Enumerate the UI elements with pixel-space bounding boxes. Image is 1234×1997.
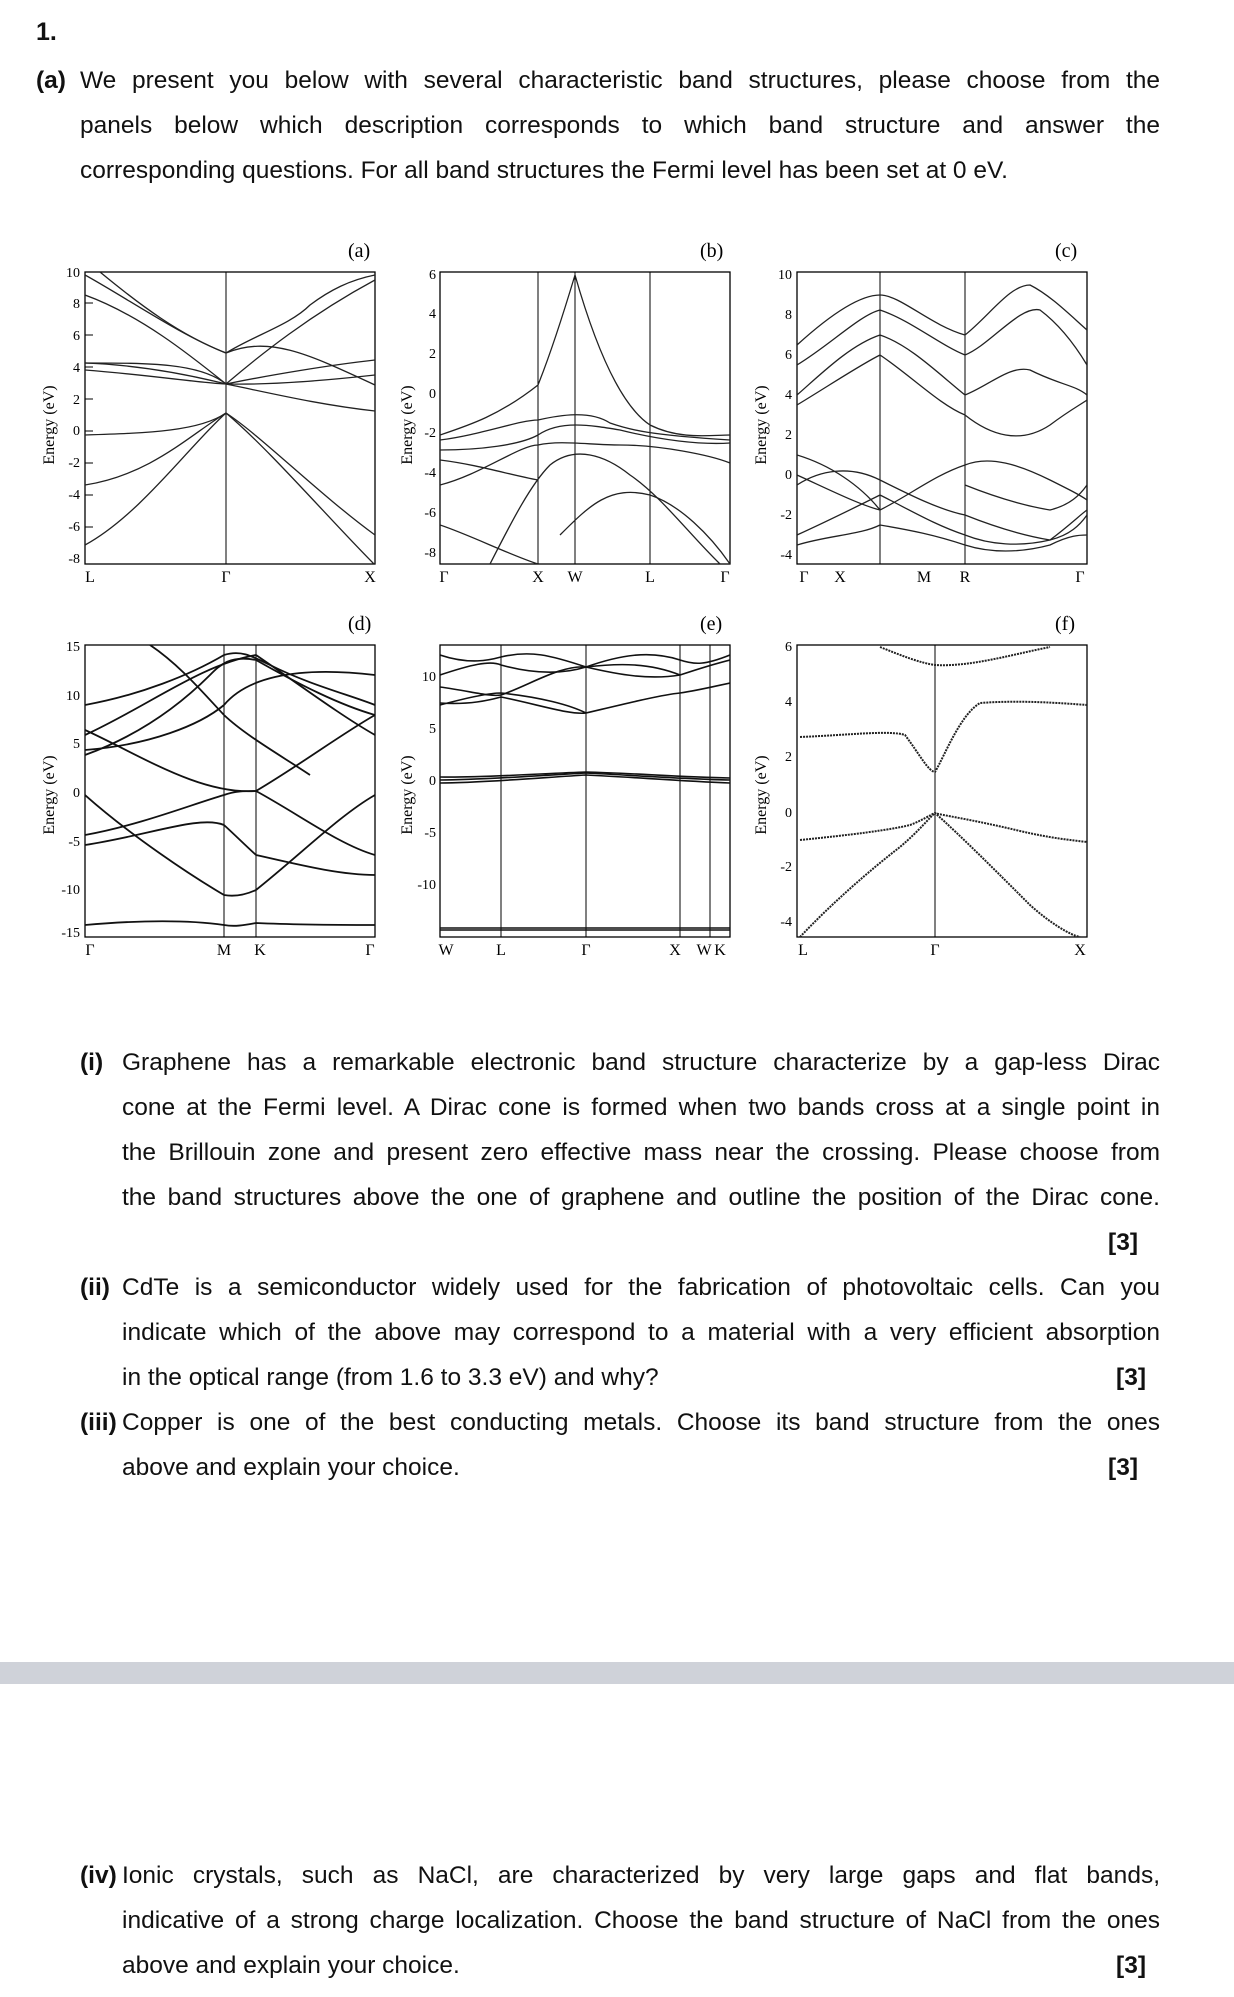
panel-a-yticks xyxy=(66,266,80,567)
svg-text:W: W xyxy=(696,942,712,959)
svg-text:10: 10 xyxy=(778,268,792,283)
question-i-line-1: Graphene has a remarkable electronic band structure characterize by a gap-less Dirac xyxy=(122,1049,1160,1076)
svg-text:-15: -15 xyxy=(61,926,80,941)
svg-text:-2: -2 xyxy=(780,508,792,523)
panel-e-yticks xyxy=(417,670,436,893)
svg-text:-4: -4 xyxy=(780,915,792,930)
svg-text:0: 0 xyxy=(73,424,80,439)
svg-text:Γ: Γ xyxy=(799,569,809,586)
svg-text:-8: -8 xyxy=(424,546,436,561)
svg-text:Γ: Γ xyxy=(439,569,449,586)
svg-text:K: K xyxy=(714,942,726,959)
panel-d-kpoints xyxy=(85,942,374,959)
svg-text:-4: -4 xyxy=(68,488,80,503)
svg-text:6: 6 xyxy=(785,348,792,363)
question-ii-line-1: CdTe is a semiconductor widely used for the fabrication of photovoltaic cells. Can you xyxy=(122,1274,1160,1301)
svg-text:6: 6 xyxy=(73,329,80,344)
question-ii xyxy=(80,1265,1160,1400)
question-ii-label: (ii) xyxy=(80,1274,110,1301)
svg-text:0: 0 xyxy=(429,387,436,402)
panel-b-yticks xyxy=(424,268,436,561)
question-iv-label: (iv) xyxy=(80,1862,117,1889)
question-i-marks: [3] xyxy=(1108,1229,1138,1256)
question-iv-line-1: Ionic crystals, such as NaCl, are characterized by very large gaps and flat bands, xyxy=(122,1862,1160,1889)
question-number: 1. xyxy=(36,18,57,46)
svg-text:-10: -10 xyxy=(417,878,436,893)
svg-text:4: 4 xyxy=(785,388,792,403)
svg-text:2: 2 xyxy=(785,428,792,443)
question-iii-label: (iii) xyxy=(80,1409,117,1436)
svg-text:-2: -2 xyxy=(68,456,80,471)
svg-text:M: M xyxy=(216,942,232,959)
svg-text:6: 6 xyxy=(785,640,792,655)
panel-f-kpoints xyxy=(798,942,1086,959)
panel-c xyxy=(753,240,1087,586)
svg-text:6: 6 xyxy=(429,268,436,283)
panel-e-title: (e) xyxy=(700,613,723,635)
svg-text:-8: -8 xyxy=(68,552,80,567)
svg-text:Γ: Γ xyxy=(365,942,375,959)
panel-c-frame xyxy=(797,272,1087,564)
svg-text:L: L xyxy=(85,569,95,586)
panel-c-yticks xyxy=(778,268,792,563)
svg-text:M: M xyxy=(916,569,932,586)
band-structure-figure xyxy=(30,235,1100,995)
question-iv-marks: [3] xyxy=(1116,1952,1146,1979)
panel-a-title: (a) xyxy=(348,240,371,262)
svg-text:X: X xyxy=(834,569,846,586)
svg-text:L: L xyxy=(645,569,655,586)
panel-f-title: (f) xyxy=(1055,613,1075,635)
part-a-line-3: corresponding questions. For all band structures the Fermi level has been set at 0 eV. xyxy=(80,157,1008,184)
panel-f-yticks xyxy=(780,640,792,930)
svg-text:0: 0 xyxy=(785,468,792,483)
y-axis-label-f: Energy (eV) xyxy=(753,755,770,835)
svg-text:0: 0 xyxy=(785,806,792,821)
svg-text:-2: -2 xyxy=(780,860,792,875)
panel-f xyxy=(753,613,1087,959)
question-ii-marks: [3] xyxy=(1116,1364,1146,1391)
question-iii-marks: [3] xyxy=(1108,1454,1138,1481)
question-ii-line-3: in the optical range (from 1.6 to 3.3 eV) and why? [3] xyxy=(122,1355,1160,1400)
svg-text:4: 4 xyxy=(785,695,792,710)
svg-text:L: L xyxy=(496,942,506,959)
svg-text:W: W xyxy=(567,569,583,586)
svg-text:Γ: Γ xyxy=(720,569,730,586)
svg-text:-6: -6 xyxy=(68,520,80,535)
question-iv-line-3: above and explain your choice. [3] xyxy=(122,1943,1160,1988)
panel-f-frame xyxy=(797,645,1087,937)
question-i-label: (i) xyxy=(80,1049,104,1076)
svg-text:K: K xyxy=(254,942,266,959)
svg-text:X: X xyxy=(669,942,681,959)
svg-text:X: X xyxy=(532,569,544,586)
svg-text:0: 0 xyxy=(429,774,436,789)
panel-d-yticks xyxy=(61,640,80,941)
svg-text:5: 5 xyxy=(429,722,436,737)
panel-f-bands xyxy=(800,647,1087,937)
question-i xyxy=(80,1040,1160,1265)
panel-c-kpoints xyxy=(799,569,1084,586)
svg-text:-4: -4 xyxy=(780,548,792,563)
panel-b xyxy=(399,240,730,586)
svg-text:-10: -10 xyxy=(61,883,80,898)
panel-a xyxy=(41,240,376,586)
svg-text:0: 0 xyxy=(73,786,80,801)
part-a-intro xyxy=(36,58,1160,193)
svg-text:10: 10 xyxy=(66,266,80,281)
panel-b-bands xyxy=(440,275,730,564)
panel-e-kpoints xyxy=(438,942,726,959)
svg-text:2: 2 xyxy=(785,750,792,765)
question-iii xyxy=(80,1400,1160,1490)
svg-text:15: 15 xyxy=(66,640,80,655)
panel-d-frame xyxy=(85,645,375,937)
panel-b-kpoints xyxy=(439,569,729,586)
question-i-line-3: the Brillouin zone and present zero effective mass near the crossing. Please choose from xyxy=(122,1139,1160,1166)
svg-text:8: 8 xyxy=(73,297,80,312)
svg-text:4: 4 xyxy=(73,361,80,376)
svg-text:Γ: Γ xyxy=(221,569,231,586)
svg-text:W: W xyxy=(438,942,454,959)
y-axis-label-d: Energy (eV) xyxy=(41,755,58,835)
svg-text:-4: -4 xyxy=(424,466,436,481)
svg-text:-6: -6 xyxy=(424,506,436,521)
part-a-line-2: panels below which description corresponds to which band structure and answer the xyxy=(80,112,1160,139)
svg-text:-5: -5 xyxy=(68,835,80,850)
question-i-line-2: cone at the Fermi level. A Dirac cone is formed when two bands cross at a single point in xyxy=(122,1094,1160,1121)
part-a-label: (a) xyxy=(36,67,66,94)
svg-text:R: R xyxy=(959,569,971,586)
svg-text:2: 2 xyxy=(73,393,80,408)
question-iv xyxy=(80,1853,1160,1988)
panel-d-bands xyxy=(85,645,375,926)
y-axis-label-a: Energy (eV) xyxy=(41,385,58,465)
panel-e xyxy=(399,613,730,959)
svg-text:4: 4 xyxy=(429,307,436,322)
panel-b-title: (b) xyxy=(700,240,724,262)
panel-c-bands xyxy=(797,285,1087,551)
panel-e-bands xyxy=(440,654,730,930)
page-divider xyxy=(0,1662,1234,1684)
question-i-line-4: the band structures above the one of graphene and outline the position of the Dirac cone. xyxy=(122,1184,1160,1211)
svg-text:5: 5 xyxy=(73,737,80,752)
panel-c-title: (c) xyxy=(1055,240,1078,262)
panel-d xyxy=(41,613,375,959)
y-axis-label-b: Energy (eV) xyxy=(399,385,416,465)
svg-text:Γ: Γ xyxy=(930,942,940,959)
panel-a-kpoints xyxy=(85,569,376,586)
svg-text:-2: -2 xyxy=(424,426,436,441)
panel-a-bands xyxy=(85,272,375,565)
part-a-line-1: (a) We present you below with several characteristic band structures, please choose from the xyxy=(36,58,1160,103)
question-ii-line-2: indicate which of the above may correspond to a material with a very efficient absorption xyxy=(122,1319,1160,1346)
svg-text:8: 8 xyxy=(785,308,792,323)
svg-text:2: 2 xyxy=(429,347,436,362)
svg-text:X: X xyxy=(364,569,376,586)
svg-text:10: 10 xyxy=(66,689,80,704)
svg-text:Γ: Γ xyxy=(581,942,591,959)
svg-text:-5: -5 xyxy=(424,826,436,841)
panel-e-frame xyxy=(440,645,730,937)
svg-text:Γ: Γ xyxy=(1075,569,1085,586)
y-axis-label-e: Energy (eV) xyxy=(399,755,416,835)
svg-text:10: 10 xyxy=(422,670,436,685)
panel-d-title: (d) xyxy=(348,613,372,635)
svg-text:L: L xyxy=(798,942,808,959)
y-axis-label-c: Energy (eV) xyxy=(753,385,770,465)
question-iv-line-2: indicative of a strong charge localization. Choose the band structure of NaCl from the ones xyxy=(122,1907,1160,1934)
svg-text:X: X xyxy=(1074,942,1086,959)
svg-text:Γ: Γ xyxy=(85,942,95,959)
question-iii-line-1: Copper is one of the best conducting metals. Choose its band structure from the ones xyxy=(122,1409,1160,1436)
question-iii-line-2: above and explain your choice. [3] xyxy=(122,1445,1160,1490)
